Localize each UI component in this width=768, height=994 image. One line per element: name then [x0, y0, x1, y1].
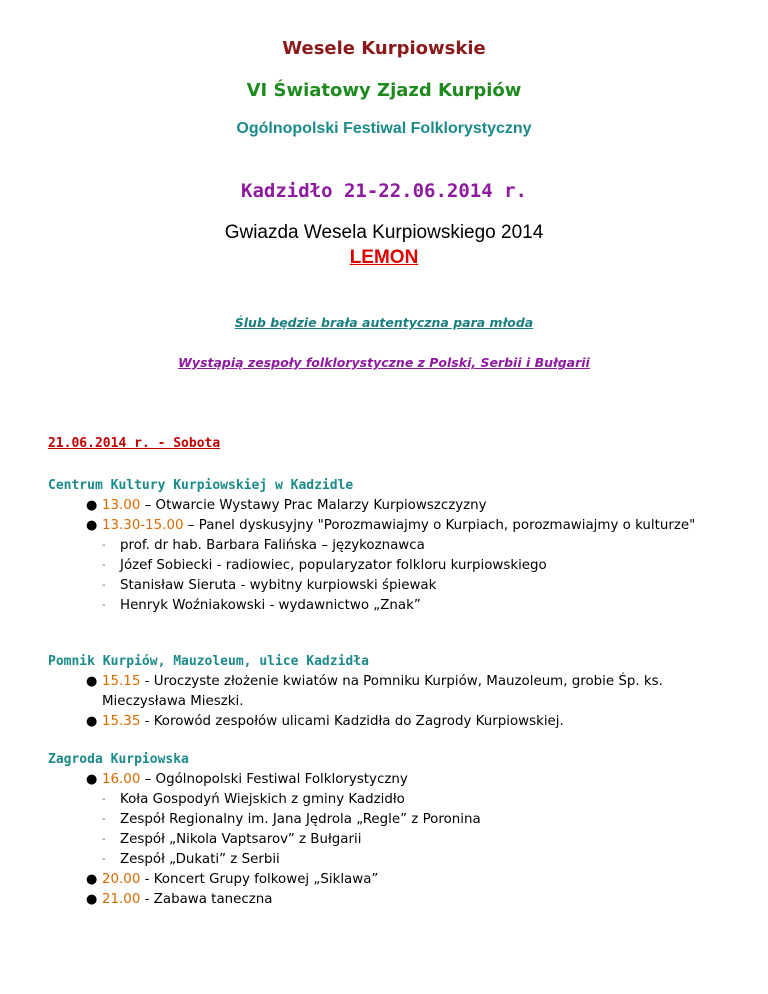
groups-note: Wystąpią zespoły folklorystyczne z Polski, Serbii i Bułgarii [178, 355, 590, 370]
item-text: – Otwarcie Wystawy Prac Malarzy Kurpiowszczyzny [140, 498, 487, 513]
sub-item-text: Stanisław Sieruta - wybitny kurpiowski śpiewak [120, 578, 437, 593]
bullet-icon: ● [86, 714, 98, 729]
dash-icon: - [102, 854, 106, 865]
section-heading: Zagroda Kurpiowska [48, 752, 189, 767]
list-item [48, 712, 738, 732]
dash-icon: - [102, 834, 106, 845]
item-time: 13.00 [102, 498, 141, 513]
place-date: Kadzidło 21-22.06.2014 r. [241, 180, 527, 202]
sub-item [102, 556, 738, 576]
list-item [48, 870, 738, 890]
section-heading: Pomnik Kurpiów, Mauzoleum, ulice Kadzidła [48, 654, 369, 669]
dash-icon: - [102, 560, 106, 571]
list-item [48, 516, 738, 616]
bullet-icon: ● [86, 518, 98, 533]
section-centrum-kultury [48, 476, 738, 616]
item-text: - Uroczyste złożenie kwiatów na Pomniku Kurpiów, Mauzoleum, grobie Śp. ks. Mieczysława Mieszki. [102, 674, 663, 709]
dash-icon: - [102, 814, 106, 825]
bullet-icon: ● [86, 674, 98, 689]
list-item [48, 496, 738, 516]
sub-item [102, 596, 738, 616]
item-text: - Koncert Grupy folkowej „Siklawa” [140, 872, 379, 887]
dash-icon: - [102, 600, 106, 611]
sub-item-text: Zespół „Dukati” z Serbii [120, 852, 280, 867]
sub-item-text: prof. dr hab. Barbara Falińska – językoznawca [120, 538, 425, 553]
sub-item-text: Zespół Regionalny im. Jana Jędrola „Regle” z Poronina [120, 812, 481, 827]
sub-item [102, 576, 738, 596]
sub-item [102, 810, 738, 830]
item-time: 15.15 [102, 674, 141, 689]
item-time: 20.00 [102, 872, 141, 887]
item-text: – Panel dyskusyjny "Porozmawiajmy o Kurpiach, porozmawiajmy o kulturze" [183, 518, 696, 533]
dash-icon: - [102, 794, 106, 805]
list-item [48, 890, 738, 910]
section-heading: Centrum Kultury Kurpiowskiej w Kadzidle [48, 478, 354, 493]
star-line: Gwiazda Wesela Kurpiowskiego 2014 [224, 222, 544, 243]
bullet-icon: ● [86, 892, 98, 907]
sub-item [102, 850, 738, 870]
sub-item-text: Józef Sobiecki - radiowiec, popularyzator folkloru kurpiowskiego [120, 558, 547, 573]
sub-item [102, 536, 738, 556]
event-subtitle: VI Światowy Zjazd Kurpiów [246, 80, 522, 101]
dash-icon: - [102, 580, 106, 591]
star-name-wrap [0, 247, 768, 269]
section-zagroda-kurpiowska [48, 750, 738, 910]
item-time: 16.00 [102, 772, 141, 787]
item-list [48, 672, 738, 732]
bullet-icon: ● [86, 872, 98, 887]
star-name: LEMON [349, 247, 419, 268]
item-text: – Ogólnopolski Festiwal Folklorystyczny [140, 772, 408, 787]
item-text: - Zabawa taneczna [140, 892, 273, 907]
item-time: 21.00 [102, 892, 141, 907]
item-time: 13.30-15.00 [102, 518, 184, 533]
bullet-icon: ● [86, 772, 98, 787]
list-item [48, 672, 738, 712]
bullet-icon: ● [86, 498, 98, 513]
section-pomnik-kurpiow [48, 652, 738, 732]
item-list [48, 496, 738, 616]
list-item [48, 770, 738, 870]
sub-item-text: Henryk Woźniakowski - wydawnictwo „Znak” [120, 598, 421, 613]
dash-icon: - [102, 540, 106, 551]
sub-list [102, 536, 738, 616]
sub-list [102, 790, 738, 870]
wedding-note: Ślub będzie brała autentyczna para młoda [234, 315, 534, 330]
festival-name: Ogólnopolski Festiwal Folklorystyczny [236, 120, 532, 137]
item-time: 15.35 [102, 714, 141, 729]
sub-item-text: Zespół „Nikola Vaptsarov” z Bułgarii [120, 832, 362, 847]
document-title: Wesele Kurpiowskie [282, 38, 486, 59]
sub-item-text: Koła Gospodyń Wiejskich z gminy Kadzidło [120, 792, 405, 807]
item-list [48, 770, 738, 910]
sub-item [102, 830, 738, 850]
day-heading: 21.06.2014 r. - Sobota [48, 436, 221, 451]
sub-item [102, 790, 738, 810]
item-text: - Korowód zespołów ulicami Kadzidła do Zagrody Kurpiowskiej. [140, 714, 564, 729]
